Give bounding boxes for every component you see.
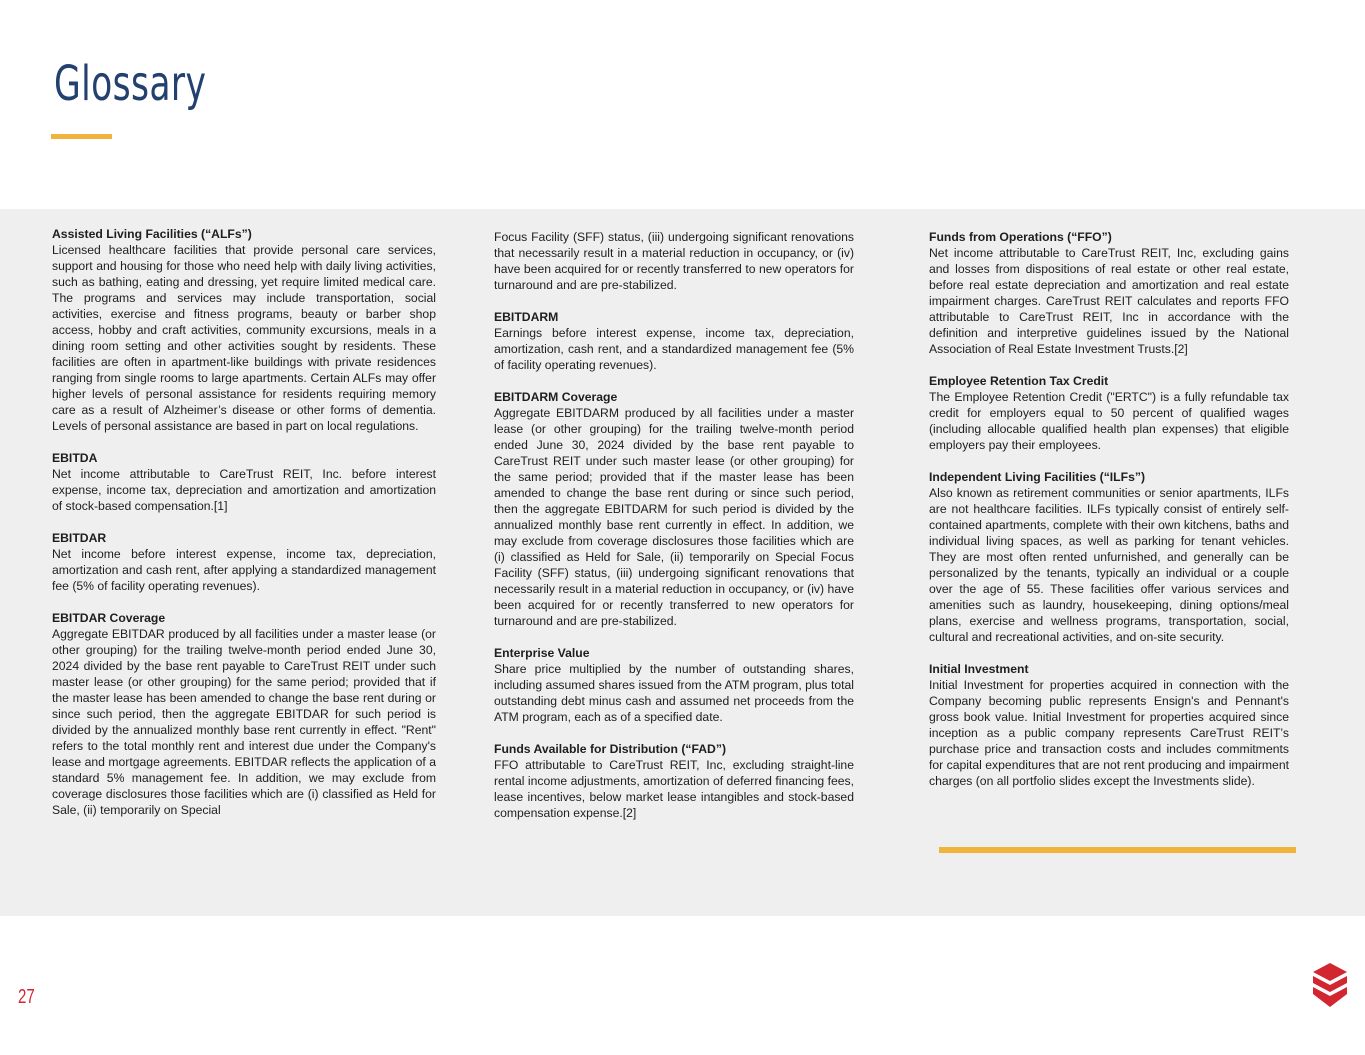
glossary-entry-fad <box>494 741 854 821</box>
glossary-entry-enterprise-value <box>494 645 854 725</box>
glossary-definition: Net income before interest expense, income tax, depreciation, amortization and cash rent, after applying a standardized management fee (5% of facility operating revenues). <box>52 547 436 593</box>
glossary-term: Funds from Operations (“FFO”) <box>929 230 1112 244</box>
glossary-definition: Net income attributable to CareTrust REIT, Inc. before interest expense, income tax, depreciation and amortization and amortization of stock-based compensation.[1] <box>52 467 436 513</box>
glossary-term: Enterprise Value <box>494 646 590 660</box>
glossary-term: Independent Living Facilities (“ILFs”) <box>929 470 1146 484</box>
glossary-term: EBITDARM <box>494 310 559 324</box>
glossary-entry-ilfs <box>929 469 1289 645</box>
glossary-entry-ebitdar <box>52 530 436 594</box>
glossary-entry-alfs <box>52 226 436 434</box>
glossary-term: EBITDAR Coverage <box>52 611 166 625</box>
glossary-definition: Initial Investment for properties acquired in connection with the Company becoming public represents Ensign's and Pennant's gross book value. Initial Investment for properties acquired since inception as a public company represents CareTrust REIT’s purchase price and transaction costs and includes commitments for capital expenditures that are not rent producing and impairment charges (on all portfolio slides except the Investments slide). <box>929 678 1289 788</box>
glossary-entry-ebitda <box>52 450 436 514</box>
glossary-entry-ebitdar-coverage <box>52 610 436 818</box>
glossary-term: EBITDA <box>52 451 98 465</box>
glossary-definition: FFO attributable to CareTrust REIT, Inc, excluding straight-line rental income adjustments, amortization of deferred financing fees, lease incentives, below market lease intangibles and stock-based compensation expense.[2] <box>494 758 854 820</box>
glossary-definition: Licensed healthcare facilities that provide personal care services, support and housing for those who need help with daily living activities, such as bathing, eating and dressing, yet require limited medical care. The programs and services may include transportation, social activities, exercise and fitness programs, beauty or barber shop access, hobby and craft activities, community excursions, meals in a dining room setting and other activities sought by residents. These facilities are often in apartment-like buildings with private residences ranging from single rooms to large apartments. Certain ALFs may offer higher levels of personal assistance for residents requiring memory care as a result of Alzheimer’s disease or other forms of dementia. Levels of personal assistance are based in part on local regulations. <box>52 243 436 433</box>
accent-bar <box>939 847 1296 853</box>
glossary-entry-ertc <box>929 373 1289 453</box>
glossary-definition: Share price multiplied by the number of outstanding shares, including assumed shares issued from the ATM program, plus total outstanding debt minus cash and assumed net proceeds from the ATM program, each as of a specified date. <box>494 662 854 724</box>
glossary-term: EBITDAR <box>52 531 107 545</box>
glossary-definition: Net income attributable to CareTrust REIT, Inc, excluding gains and losses from dispositions of real estate or other real estate, before real estate depreciation and amortization and real estate impairment charges. CareTrust REIT calculates and reports FFO attributable to CareTrust REIT, Inc in accordance with the definition and interpretive guidelines issued by the National Association of Real Estate Investment Trusts.[2] <box>929 246 1289 356</box>
caretrust-logo-icon <box>1309 961 1351 1009</box>
glossary-term: Employee Retention Tax Credit <box>929 374 1109 388</box>
glossary-definition: The Employee Retention Credit ("ERTC") is a fully refundable tax credit for employers equal to 50 percent of qualified wages (including allocable qualified health plan expenses) that eligible employers pay their employees. <box>929 390 1289 452</box>
glossary-definition: Focus Facility (SFF) status, (iii) undergoing significant renovations that necessarily result in a material reduction in occupancy, or (iv) have been acquired for or recently transferred to new operators for turnaround and are pre-stabilized. <box>494 230 854 292</box>
page-number: 27 <box>18 986 35 1008</box>
title-underline <box>51 134 112 139</box>
glossary-entry-ebitdarm-coverage <box>494 389 854 629</box>
glossary-term: Assisted Living Facilities (“ALFs”) <box>52 227 252 241</box>
glossary-entry-initial-investment <box>929 661 1289 789</box>
glossary-column-1 <box>52 226 436 834</box>
glossary-column-3 <box>929 229 1289 805</box>
glossary-term: Funds Available for Distribution (“FAD”) <box>494 742 727 756</box>
glossary-definition: Earnings before interest expense, income tax, depreciation, amortization, cash rent, and a standardized management fee (5% of facility operating revenues). <box>494 326 854 372</box>
glossary-continuation <box>494 229 854 293</box>
glossary-entry-ffo <box>929 229 1289 357</box>
glossary-definition: Also known as retirement communities or senior apartments, ILFs are not healthcare facilities. ILFs typically consist of entirely self-contained apartments, complete with their own kitchens, baths and individual living spaces, as well as parking for tenant vehicles. They are most often rented unfurnished, and generally can be personalized by the tenants, typically an individual or a couple over the age of 55. These facilities offer various services and amenities such as laundry, housekeeping, dining options/meal plans, exercise and wellness programs, transportation, social, cultural and recreational activities, and on-site security. <box>929 486 1289 644</box>
glossary-definition: Aggregate EBITDAR produced by all facilities under a master lease (or other grouping) for the trailing twelve-month period ended June 30, 2024 divided by the base rent payable to CareTrust REIT under such master lease (or other grouping) for the same period; provided that if the master lease has been amended to change the base rent during or since such period, then the aggregate EBITDAR for such period is divided by the annualized monthly base rent currently in effect. "Rent" refers to the total monthly rent and interest due under the Company's lease and mortgage agreements. EBITDAR reflects the application of a standard 5% management fee. In addition, we may exclude from coverage disclosures those facilities which are (i) classified as Held for Sale, (ii) temporarily on Special <box>52 627 436 817</box>
glossary-term: EBITDARM Coverage <box>494 390 618 404</box>
glossary-term: Initial Investment <box>929 662 1029 676</box>
glossary-entry-ebitdarm <box>494 309 854 373</box>
glossary-column-2 <box>494 229 854 837</box>
page-title: Glossary <box>54 56 207 112</box>
glossary-definition: Aggregate EBITDARM produced by all facilities under a master lease (or other grouping) for the trailing twelve-month period ended June 30, 2024 divided by the base rent payable to CareTrust REIT under such master lease (or other grouping) for the same period; provided that if the master lease has been amended to change the base rent during or since such period, then the aggregate EBITDARM for such period is divided by the annualized monthly base rent currently in effect. In addition, we may exclude from coverage disclosures those facilities which are (i) classified as Held for Sale, (ii) temporarily on Special Focus Facility (SFF) status, (iii) undergoing significant renovations that necessarily result in a material reduction in occupancy, or (iv) have been acquired for or recently transferred to new operators for turnaround and are pre-stabilized. <box>494 406 854 628</box>
